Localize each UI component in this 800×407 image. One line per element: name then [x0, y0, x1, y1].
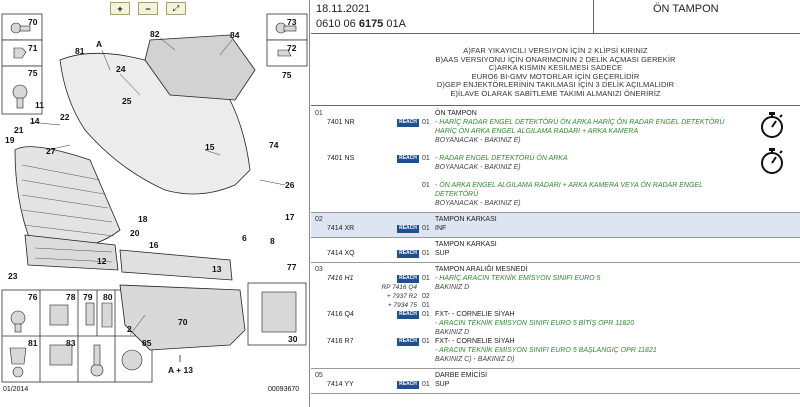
zoom-in-button[interactable] [110, 2, 130, 15]
page-title: ÖN TAMPON [653, 3, 719, 15]
group-number: 03 [315, 266, 323, 273]
labour-time-icon[interactable] [759, 147, 785, 175]
part-description: BOYANACAK - BAKINIZ E) [435, 200, 521, 207]
part-description: BAKINIZ D [435, 284, 470, 291]
part-line [311, 216, 800, 225]
zoom-out-icon: − [145, 3, 151, 14]
svg-text:13: 13 [212, 264, 222, 274]
svg-text:81: 81 [75, 46, 85, 56]
part-line [311, 128, 800, 137]
zoom-out-button[interactable] [138, 2, 158, 15]
part-description: BOYANACAK - BAKINIZ E) [435, 137, 521, 144]
part-line [311, 372, 800, 381]
part-line [311, 293, 800, 302]
svg-text:83: 83 [66, 338, 76, 348]
svg-text:18: 18 [138, 214, 148, 224]
svg-text:27: 27 [46, 146, 56, 156]
svg-text:21: 21 [14, 125, 24, 135]
svg-text:26: 26 [285, 180, 295, 190]
svg-text:84: 84 [230, 30, 240, 40]
part-qty: 01 [422, 338, 430, 345]
part-line [311, 191, 800, 200]
part-qty: 01 [422, 155, 430, 162]
svg-text:23: 23 [8, 271, 18, 281]
part-description: - RADAR ENGEL DETEKTÖRÜ ÖN ARKA [435, 155, 568, 162]
callout-75-left: 75 [28, 68, 38, 78]
svg-text:79: 79 [83, 292, 93, 302]
part-line [311, 266, 800, 275]
part-description: - ARACIN TEKNİK EMİSYON SINIFI EURO 5 BAŞLANGIÇ OPR 11821 [435, 347, 657, 354]
diagram-drawing [0, 0, 310, 407]
svg-text:77: 77 [287, 262, 297, 272]
svg-text:74: 74 [269, 140, 279, 150]
svg-text:75: 75 [282, 70, 292, 80]
svg-text:A + 13: A + 13 [168, 365, 193, 375]
part-description: - ÖN ARKA ENGEL ALGILAMA RADARI + ARKA KAMERA VEYA ÖN RADAR ENGEL [435, 182, 703, 189]
part-description: TAMPON KARKASI [435, 241, 497, 248]
reach-badge[interactable]: REACH [397, 250, 419, 258]
part-line [311, 119, 800, 128]
reach-badge[interactable]: REACH [397, 275, 419, 283]
group-number: 02 [315, 216, 323, 223]
svg-text:6: 6 [242, 233, 247, 243]
svg-text:22: 22 [60, 112, 70, 122]
part-description: BAKINIZ C) - BAKINIZ D) [435, 356, 515, 363]
reach-badge[interactable]: REACH [397, 119, 419, 127]
svg-text:14: 14 [30, 116, 40, 126]
note-e: E)İLAVE OLARAK SABİTLEME TAKIMI ALMANIZI ÖNERİRİZ [450, 88, 661, 98]
parts-header [311, 0, 800, 34]
exploded-diagram[interactable] [0, 0, 310, 407]
part-qty: 01 [422, 225, 430, 232]
part-qty: 01 [422, 302, 430, 309]
svg-text:25: 25 [122, 96, 132, 106]
reach-badge[interactable]: REACH [397, 311, 419, 319]
part-group[interactable] [311, 213, 800, 238]
svg-text:81: 81 [28, 338, 38, 348]
part-code[interactable]: 7401 NR [327, 119, 355, 126]
reach-badge[interactable]: REACH [397, 155, 419, 163]
part-group[interactable] [311, 238, 800, 263]
part-line [311, 311, 800, 320]
part-qty: 01 [422, 275, 430, 282]
part-description: INF [435, 225, 447, 232]
part-description: HARİÇ ÖN ARKA ENGEL ALGILAMA RADARI + ARKA KAMERA [435, 128, 639, 135]
part-line [311, 284, 800, 293]
part-description: SUP [435, 381, 450, 388]
drawing-ref-label: 00093670 [268, 386, 300, 393]
parts-panel [311, 0, 800, 407]
note-d: D)GEP ENJEKTÖRLERİNİN TAKILMASI İÇİN 3 DELİK AÇILMALIDIR [436, 80, 675, 89]
callout-72: 72 [287, 43, 297, 53]
part-code[interactable]: 7416 H1 [327, 275, 354, 282]
part-description: TAMPON ARALIĞI MESNEDİ [435, 266, 528, 273]
note-a: A)FAR YIKAYICILI VERSIYON İÇİN 2 KLİPSİ KIRINIZ [463, 46, 648, 55]
svg-text:82: 82 [150, 29, 160, 39]
part-line [311, 146, 800, 155]
svg-text:8: 8 [270, 236, 275, 246]
part-description: TAMPON KARKASI [435, 216, 497, 223]
part-description: ÖN TAMPON [435, 110, 477, 117]
header-date: 18.11.2021 [316, 3, 371, 15]
part-line [311, 320, 800, 329]
part-qty: 01 [422, 381, 430, 388]
parts-list [311, 107, 800, 394]
svg-text:30: 30 [288, 334, 298, 344]
callout-70: 70 [28, 17, 38, 27]
part-description: BAKINIZ D [435, 329, 470, 336]
part-line [311, 182, 800, 191]
part-qty: 01 [422, 182, 430, 189]
svg-text:12: 12 [97, 256, 107, 266]
part-code[interactable]: 7414 XQ [327, 250, 355, 257]
part-description: SUP [435, 250, 450, 257]
svg-text:85: 85 [142, 338, 152, 348]
part-line [311, 155, 800, 164]
part-code[interactable]: 7414 YY [327, 381, 354, 388]
zoom-fit-icon: ⤢ [172, 3, 180, 13]
note-c2: EURO6 BI-GMV MOTORLAR İÇİN GEÇERLİDİR [471, 71, 640, 81]
supersession-ref: RP 7416 Q4 [381, 284, 417, 291]
svg-text:70: 70 [178, 317, 188, 327]
part-description: - ARACIN TEKNİK EMİSYON SINIFI EURO 5 BİTİŞ OPR 11820 [435, 320, 635, 327]
part-line [311, 338, 800, 347]
zoom-fit-button[interactable] [166, 2, 186, 15]
reach-badge[interactable]: REACH [397, 381, 419, 389]
part-description: BOYANACAK - BAKINIZ E) [435, 164, 521, 171]
supersession-ref: + 7937 R2 [386, 293, 417, 300]
part-group[interactable] [311, 263, 800, 369]
part-group[interactable] [311, 107, 800, 213]
part-qty: 01 [422, 250, 430, 257]
svg-text:20: 20 [130, 228, 140, 238]
callout-71: 71 [28, 43, 38, 53]
header-ref: 0610 06 6175 01A [316, 18, 406, 30]
part-qty: 02 [422, 293, 430, 300]
callout-73: 73 [287, 17, 297, 27]
part-code[interactable]: 7416 Q4 [327, 311, 354, 318]
part-line [311, 110, 800, 119]
part-description: - HARİÇ RADAR ENGEL DETEKTÖRÜ ÖN ARKA HARİÇ ÖN RADAR ENGEL DETEKTÖRÜ [435, 119, 725, 126]
group-number: 01 [315, 110, 323, 117]
part-line [311, 173, 800, 182]
part-group[interactable] [311, 369, 800, 394]
svg-text:16: 16 [149, 240, 159, 250]
svg-text:2: 2 [127, 324, 132, 334]
part-line [311, 164, 800, 173]
part-description: DARBE EMİCİSİ [435, 372, 488, 379]
part-description: - HARİÇ ARACIN TEKNİK EMİSYON SINIFI EURO 5 [435, 275, 601, 282]
part-description: FXT- - CORNELIE SİYAH [435, 311, 515, 318]
svg-text:A: A [96, 39, 103, 49]
part-line [311, 275, 800, 284]
svg-text:15: 15 [205, 142, 215, 152]
part-line [311, 250, 800, 259]
reach-badge[interactable]: REACH [397, 338, 419, 346]
part-description: FXT- - CORNELIE SİYAH [435, 338, 515, 345]
part-line [311, 381, 800, 390]
supersession-ref: + 7934 75 [387, 302, 417, 309]
part-qty: 01 [422, 311, 430, 318]
svg-text:78: 78 [66, 292, 76, 302]
svg-text:80: 80 [103, 292, 113, 302]
svg-text:19: 19 [5, 135, 15, 145]
note-c: C)ARKA KISMIN KESİLMESİ SADECE [488, 63, 623, 72]
part-line [311, 329, 800, 338]
svg-text:76: 76 [28, 292, 38, 302]
part-line [311, 302, 800, 311]
part-line [311, 225, 800, 234]
part-code[interactable]: 7414 XR [327, 225, 355, 232]
part-code[interactable]: 7401 NS [327, 155, 355, 162]
svg-text:24: 24 [116, 64, 126, 74]
date-code-label: 01/2014 [3, 386, 29, 393]
zoom-toolbar [110, 2, 186, 15]
group-number: 05 [315, 372, 323, 379]
part-code[interactable]: 7416 R7 [327, 338, 354, 345]
part-line [311, 356, 800, 365]
part-line [311, 241, 800, 250]
part-line [311, 137, 800, 146]
svg-text:11: 11 [35, 100, 44, 110]
part-qty: 01 [422, 119, 430, 126]
reach-badge[interactable]: REACH [397, 225, 419, 233]
svg-text:17: 17 [285, 212, 295, 222]
labour-time-icon[interactable] [759, 111, 785, 139]
part-line [311, 200, 800, 209]
zoom-in-icon: + [117, 3, 123, 14]
notes-block [311, 34, 800, 106]
note-b: B)AAS VERSIYONU İÇİN ONARIMCININ 2 DELİK AÇMASI GEREKİR [435, 54, 676, 64]
part-description: DETEKTÖRÜ [435, 191, 479, 198]
part-line [311, 347, 800, 356]
